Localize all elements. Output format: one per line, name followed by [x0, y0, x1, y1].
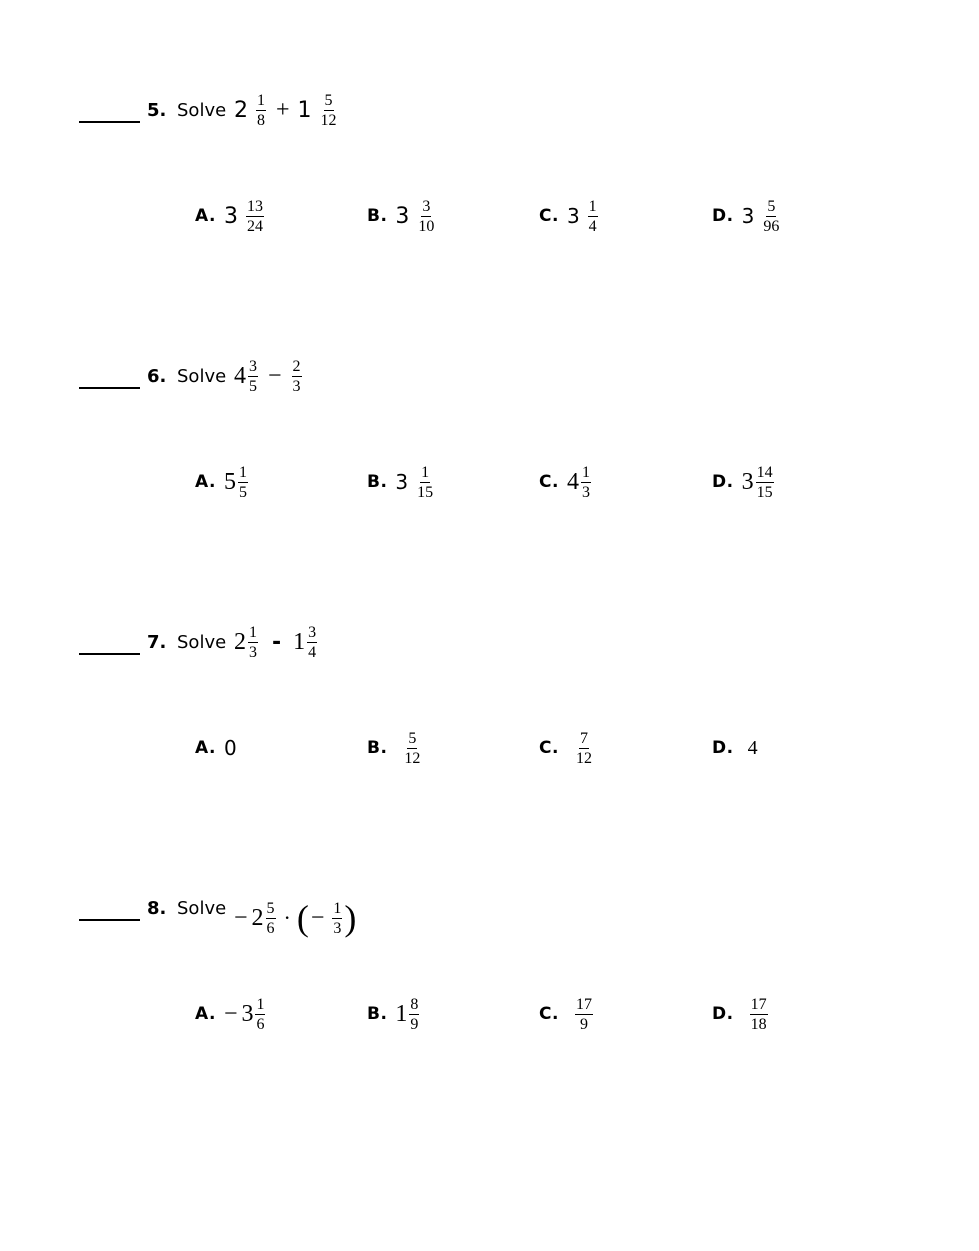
numerator: 1 [238, 463, 247, 481]
whole-number: 4 [234, 362, 246, 389]
choice-c[interactable] [539, 726, 595, 770]
choice-letter: A. [195, 1004, 216, 1024]
solve-label: Solve [177, 100, 227, 121]
choice-c[interactable] [539, 992, 595, 1036]
denominator: 4 [308, 643, 317, 661]
whole-number: 3 [395, 470, 409, 494]
fraction [416, 464, 434, 501]
whole-number: 3 [395, 203, 410, 229]
choice-letter: B. [367, 472, 388, 492]
question-7 [0, 623, 979, 792]
problem-expression [234, 88, 340, 132]
whole-number: 2 [251, 904, 264, 931]
fraction [750, 996, 768, 1033]
denominator: 9 [579, 1015, 588, 1033]
denominator: 12 [575, 749, 592, 767]
choice-b[interactable] [367, 460, 436, 504]
negative-sign: − [223, 1000, 238, 1027]
numerator: 17 [750, 995, 767, 1013]
fraction [248, 624, 258, 661]
solve-label: Solve [177, 366, 227, 387]
operator: + [276, 96, 290, 123]
whole-number: 3 [566, 204, 580, 228]
choice-b[interactable] [367, 992, 421, 1036]
whole-number: 3 [223, 203, 238, 229]
numerator: 13 [246, 197, 263, 215]
fraction [403, 730, 421, 767]
denominator: 4 [588, 217, 597, 235]
question-number: 5. [147, 100, 167, 121]
denominator: 12 [404, 749, 421, 767]
choice-letter: D. [712, 472, 734, 492]
denominator: 6 [266, 919, 275, 937]
choice-d[interactable] [712, 460, 776, 504]
choice-letter: B. [367, 206, 388, 226]
left-paren: ( [296, 898, 309, 938]
question-5 [0, 91, 979, 260]
question-number: 8. [147, 898, 167, 919]
numerator: 8 [410, 995, 419, 1013]
choice-b[interactable] [367, 726, 423, 770]
choice-letter: A. [195, 738, 216, 758]
right-paren: ) [344, 898, 357, 938]
denominator: 24 [246, 217, 263, 235]
numerator: 1 [257, 91, 265, 109]
denominator: 96 [763, 217, 780, 235]
choice-letter: B. [367, 1004, 388, 1024]
choice-a[interactable] [195, 726, 237, 770]
fraction [307, 624, 317, 661]
problem-expression [234, 354, 304, 398]
fraction [575, 730, 593, 767]
whole-number: 3 [741, 204, 755, 228]
choice-d[interactable] [712, 726, 758, 770]
fraction [266, 900, 276, 937]
fraction [409, 996, 419, 1033]
denominator: 5 [249, 377, 257, 395]
numerator: 3 [308, 623, 317, 641]
numerator: 7 [579, 729, 588, 747]
numerator: 5 [408, 729, 417, 747]
fraction [332, 900, 342, 937]
numerator: 14 [756, 463, 773, 481]
negative-sign: − [234, 904, 248, 931]
denominator: 3 [249, 643, 257, 661]
denominator: 6 [256, 1015, 265, 1033]
fraction [292, 358, 302, 395]
fraction [256, 92, 266, 129]
whole-number: 1 [297, 97, 312, 123]
question-6 [0, 357, 979, 526]
answer-value: 4 [747, 736, 758, 759]
whole-number: 2 [234, 628, 246, 655]
fraction [255, 996, 265, 1033]
solve-label: Solve [177, 898, 227, 919]
numerator: 1 [581, 463, 590, 481]
numerator: 1 [333, 899, 342, 917]
numerator: 5 [266, 899, 275, 917]
multiply-operator: · [283, 905, 291, 930]
fraction [248, 358, 258, 395]
denominator: 3 [333, 919, 342, 937]
whole-number: 3 [741, 468, 754, 495]
numerator: 2 [292, 357, 301, 375]
numerator: 5 [767, 197, 776, 215]
choice-c[interactable] [539, 194, 600, 238]
numerator: 3 [422, 197, 431, 215]
numerator: 1 [249, 623, 257, 641]
choice-a[interactable] [195, 460, 250, 504]
numerator: 5 [324, 91, 333, 109]
fraction [246, 198, 264, 235]
choice-letter: A. [195, 472, 216, 492]
choice-letter: C. [539, 1004, 559, 1024]
denominator: 9 [410, 1015, 419, 1033]
numerator: 1 [256, 995, 265, 1013]
fraction [575, 996, 593, 1033]
choice-letter: C. [539, 206, 559, 226]
denominator: 5 [238, 483, 247, 501]
answer-blank[interactable] [79, 121, 140, 123]
denominator: 3 [292, 377, 301, 395]
negative-sign: − [310, 904, 325, 931]
fraction [581, 464, 591, 501]
choice-letter: C. [539, 472, 559, 492]
answer-blank[interactable] [79, 653, 140, 655]
fraction [320, 92, 338, 129]
solve-label: Solve [177, 632, 227, 653]
choice-letter: A. [195, 206, 216, 226]
denominator: 10 [418, 217, 435, 235]
operator: − [268, 362, 282, 389]
denominator: 15 [756, 483, 773, 501]
problem-expression [234, 620, 319, 664]
question-number: 6. [147, 366, 167, 387]
choice-c[interactable] [539, 460, 593, 504]
denominator: 3 [581, 483, 590, 501]
fraction [238, 464, 248, 501]
choice-d[interactable] [712, 992, 770, 1036]
numerator: 1 [588, 197, 597, 215]
choice-d[interactable] [712, 194, 782, 238]
denominator: 8 [257, 111, 265, 129]
fraction [588, 198, 598, 235]
answer-blank[interactable] [79, 919, 140, 921]
choice-letter: D. [712, 206, 734, 226]
fraction [756, 464, 774, 501]
numerator: 17 [575, 995, 592, 1013]
numerator: 3 [249, 357, 257, 375]
fraction [762, 198, 780, 235]
denominator: 15 [417, 483, 434, 501]
choice-b[interactable] [367, 194, 437, 238]
choice-a[interactable] [195, 992, 267, 1036]
answer-blank[interactable] [79, 387, 140, 389]
choice-letter: D. [712, 1004, 734, 1024]
denominator: 18 [750, 1015, 767, 1033]
question-8 [0, 898, 979, 1058]
choice-letter: B. [367, 738, 388, 758]
question-number: 7. [147, 632, 167, 653]
problem-expression [234, 896, 356, 940]
whole-number: 4 [566, 468, 579, 495]
choice-letter: C. [539, 738, 559, 758]
numerator: 1 [421, 463, 430, 481]
whole-number: 2 [234, 97, 248, 123]
whole-number: 1 [395, 1000, 408, 1027]
denominator: 12 [320, 111, 337, 129]
whole-number: 5 [223, 468, 236, 495]
choice-letter: D. [712, 738, 734, 758]
choice-a[interactable] [195, 194, 266, 238]
operator: - [272, 629, 282, 655]
whole-number: 1 [293, 628, 306, 655]
fraction [417, 198, 435, 235]
whole-number: 3 [241, 1000, 254, 1027]
answer-value: 0 [223, 736, 237, 760]
